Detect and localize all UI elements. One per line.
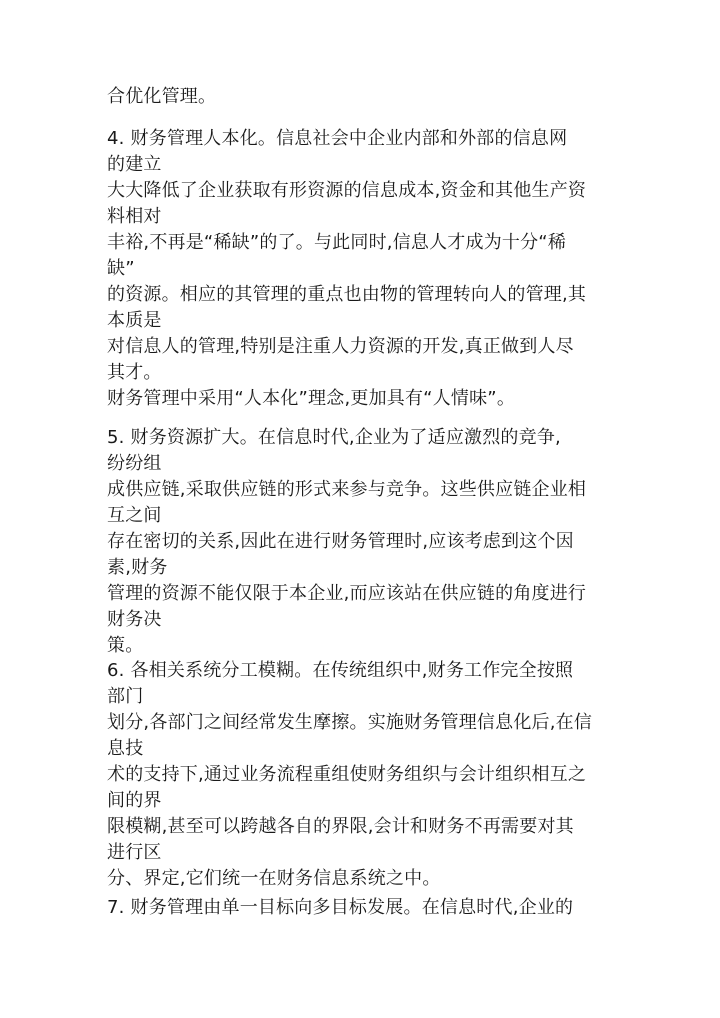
- paragraph-6-division-blur: [107, 658, 619, 892]
- text-line: 的资源。相应的其管理的重点也由物的管理转向人的管理,其: [107, 284, 587, 305]
- text-line: 4. 财务管理人本化。信息社会中企业内部和外部的信息网: [107, 128, 568, 149]
- paragraph-7-multi-objective: [107, 895, 619, 921]
- text-line: 丰裕,不再是“稀缺”的了。与此同时,信息人才成为十分“稀: [107, 232, 567, 253]
- text-line: 分、界定,它们统一在财务信息系统之中。: [107, 868, 441, 889]
- text-line: 进行区: [107, 842, 162, 863]
- text-line: 本质是: [107, 310, 162, 331]
- text-line: 对信息人的管理,特别是注重人力资源的开发,真正做到人尽: [107, 336, 574, 357]
- text-line: 管理的资源不能仅限于本企业,而应该站在供应链的角度进行: [107, 583, 587, 604]
- text-line: 互之间: [107, 505, 162, 526]
- text-line: 成供应链,采取供应链的形式来参与竞争。这些供应链企业相: [107, 479, 587, 500]
- text-line: 划分,各部门之间经常发生摩擦。实施财务管理信息化后,在信: [107, 712, 593, 733]
- text-line: 存在密切的关系,因此在进行财务管理时,应该考虑到这个因: [107, 531, 574, 552]
- text-line: 财务管理中采用“人本化”理念,更加具有“人情味”。: [107, 388, 516, 409]
- text-line: 策。: [107, 635, 144, 656]
- text-line: 纷纷组: [107, 453, 162, 474]
- text-line: 部门: [107, 686, 144, 707]
- paragraph-continuation: [107, 84, 619, 110]
- text-line: 术的支持下,通过业务流程重组使财务组织与会计组织相互之: [107, 764, 587, 785]
- text-line: 缺”: [107, 258, 135, 279]
- text-line: 合优化管理。: [107, 86, 217, 107]
- text-line: 息技: [107, 738, 144, 759]
- text-line: 6. 各相关系统分工模糊。在传统组织中,财务工作完全按照: [107, 660, 574, 681]
- text-line: 其才。: [107, 362, 162, 383]
- paragraph-5-resources-expand: [107, 425, 619, 659]
- text-line: 财务决: [107, 609, 162, 630]
- text-line: 料相对: [107, 206, 162, 227]
- text-line: 大大降低了企业获取有形资源的信息成本,资金和其他生产资: [107, 180, 587, 201]
- paragraph-4-people-oriented: [107, 126, 619, 412]
- text-line: 素,财务: [107, 557, 168, 578]
- text-line: 间的界: [107, 790, 162, 811]
- text-line: 5. 财务资源扩大。在信息时代,企业为了适应激烈的竞争,: [107, 427, 561, 448]
- text-line: 的建立: [107, 154, 162, 175]
- text-line: 7. 财务管理由单一目标向多目标发展。在信息时代,企业的: [107, 897, 574, 918]
- text-line: 限模糊,甚至可以跨越各自的界限,会计和财务不再需要对其: [107, 816, 574, 837]
